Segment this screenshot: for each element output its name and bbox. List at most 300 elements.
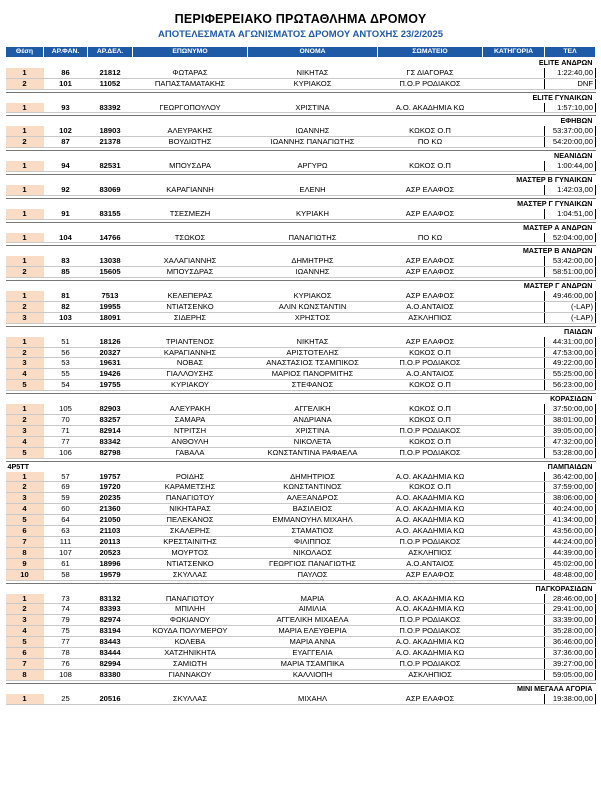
- license-cell: 20523: [88, 547, 133, 558]
- club-cell: Α.Ο. ΑΚΑΔΗΜΙΑ ΚΩ: [378, 493, 483, 504]
- club-cell: ΑΣΚΛΗΠΙΟΣ: [378, 669, 483, 680]
- place-cell: 2: [6, 415, 44, 426]
- column-header: ΑΡ.ΦΑΝ.: [44, 47, 88, 58]
- category-cell: [483, 404, 545, 414]
- column-header: ΑΡ.ΔΕΛ.: [88, 47, 133, 58]
- license-cell: 82531: [88, 161, 133, 171]
- time-cell: 55:25:00,00: [545, 369, 596, 380]
- license-cell: 18126: [88, 337, 133, 347]
- table-row: [6, 447, 596, 458]
- surname-cell: ΓΙΑΛΛΟΥΣΗΣ: [133, 369, 248, 380]
- bib-cell: 107: [44, 547, 88, 558]
- license-cell: 82798: [88, 447, 133, 458]
- category-cell: [483, 233, 545, 243]
- club-cell: Α.Ο.ΑΝΤΑΙΟΣ: [378, 558, 483, 569]
- category-row: [6, 151, 596, 161]
- category-row: [6, 683, 596, 693]
- license-cell: 83342: [88, 436, 133, 447]
- category-cell: [483, 347, 545, 358]
- table-row: [6, 312, 596, 323]
- time-cell: 37:50:00,00: [545, 404, 596, 414]
- club-cell: ΚΩΚΟΣ Ο.Π: [378, 404, 483, 414]
- category-cell: [483, 415, 545, 426]
- club-cell: ΑΣΚΛΗΠΙΟΣ: [378, 547, 483, 558]
- category-row: [6, 326, 596, 336]
- table-row: [6, 137, 596, 148]
- table-row: [6, 547, 596, 558]
- bib-cell: 81: [44, 291, 88, 301]
- category-cell: [483, 209, 545, 219]
- bib-cell: 91: [44, 209, 88, 219]
- firstname-cell: ΙΩΑΝΝΗΣ ΠΑΝΑΓΙΩΤΗΣ: [248, 137, 378, 148]
- category-cell: [483, 515, 545, 526]
- time-cell: 49:46:00,00: [545, 291, 596, 301]
- category-cell: [483, 436, 545, 447]
- license-cell: 20327: [88, 347, 133, 358]
- surname-cell: ΓΕΩΡΓΟΠΟΥΛΟΥ: [133, 103, 248, 113]
- bib-cell: 73: [44, 594, 88, 604]
- category-name: ΜΑΣΤΕΡ Α ΑΝΔΡΩΝ: [483, 222, 596, 232]
- license-cell: 83132: [88, 594, 133, 604]
- category-cell: [483, 526, 545, 537]
- license-cell: 21360: [88, 504, 133, 515]
- time-cell: 33:39:00,00: [545, 615, 596, 626]
- place-cell: 5: [6, 515, 44, 526]
- table-row: [6, 337, 596, 347]
- table-row: [6, 594, 596, 604]
- place-cell: 1: [6, 291, 44, 301]
- category-note: 4Ρ5ΤΤ: [6, 461, 44, 471]
- time-cell: DNF: [545, 78, 596, 89]
- surname-cell: ΚΟΛΕΒΑ: [133, 637, 248, 648]
- bib-cell: 102: [44, 126, 88, 136]
- bib-cell: 86: [44, 68, 88, 78]
- table-row: [6, 626, 596, 637]
- place-cell: 4: [6, 626, 44, 637]
- surname-cell: ΚΡΕΣΤΑΙΝΙΤΗΣ: [133, 536, 248, 547]
- license-cell: 21812: [88, 68, 133, 78]
- firstname-cell: ΧΡΗΣΤΟΣ: [248, 312, 378, 323]
- bib-cell: 77: [44, 637, 88, 648]
- bib-cell: 25: [44, 694, 88, 704]
- table-row: [6, 436, 596, 447]
- bib-cell: 56: [44, 347, 88, 358]
- license-cell: 20113: [88, 536, 133, 547]
- surname-cell: ΣΑΜΙΩΤΗ: [133, 658, 248, 669]
- firstname-cell: ΝΙΚΗΤΑΣ: [248, 337, 378, 347]
- table-header-row: [6, 47, 596, 58]
- license-cell: 20235: [88, 493, 133, 504]
- table-row: [6, 347, 596, 358]
- place-cell: 3: [6, 615, 44, 626]
- club-cell: ΑΣΡ ΕΛΑΦΟΣ: [378, 694, 483, 704]
- category-cell: [483, 482, 545, 493]
- place-cell: 2: [6, 347, 44, 358]
- place-cell: 4: [6, 504, 44, 515]
- category-cell: [483, 626, 545, 637]
- firstname-cell: ΠΑΝΑΓΙΩΤΗΣ: [248, 233, 378, 243]
- license-cell: 83194: [88, 626, 133, 637]
- category-row: [6, 57, 596, 67]
- category-name: ΜΑΣΤΕΡ Β ΑΝΔΡΩΝ: [483, 246, 596, 256]
- club-cell: Α.Ο. ΑΚΑΔΗΜΙΑ ΚΩ: [378, 526, 483, 537]
- category-cell: [483, 301, 545, 312]
- place-cell: 1: [6, 161, 44, 171]
- time-cell: 56:23:00,00: [545, 380, 596, 391]
- category-cell: [483, 185, 545, 195]
- place-cell: 2: [6, 604, 44, 615]
- firstname-cell: ΑΛΙΝ ΚΩΝΣΤΑΝΤΙΝ: [248, 301, 378, 312]
- surname-cell: ΚΑΡΑΓΙΑΝΝΗΣ: [133, 347, 248, 358]
- place-cell: 1: [6, 68, 44, 78]
- place-cell: 5: [6, 447, 44, 458]
- category-name: ΠΑΓΚΟΡΑΣΙΔΩΝ: [483, 583, 596, 593]
- table-row: [6, 291, 596, 301]
- category-row: [6, 198, 596, 208]
- surname-cell: ΑΝΘΟΥΛΗ: [133, 436, 248, 447]
- firstname-cell: ΔΗΜΗΤΡΗΣ: [248, 256, 378, 266]
- club-cell: ΚΩΚΟΣ Ο.Π: [378, 415, 483, 426]
- firstname-cell: ΜΑΡΙΑ ΑΝΝΑ: [248, 637, 378, 648]
- category-cell: [483, 604, 545, 615]
- time-cell: 35:28:00,00: [545, 626, 596, 637]
- surname-cell: ΚΟΥΔΑ ΠΟΛΥΜΕΡΟΥ: [133, 626, 248, 637]
- category-cell: [483, 694, 545, 704]
- table-row: [6, 404, 596, 414]
- club-cell: ΑΣΡ ΕΛΑΦΟΣ: [378, 337, 483, 347]
- license-cell: 13038: [88, 256, 133, 266]
- category-cell: [483, 425, 545, 436]
- category-row: [6, 246, 596, 256]
- surname-cell: ΓΙΑΝΝΑΚΟΥ: [133, 669, 248, 680]
- firstname-cell: ΚΥΡΙΑΚΟΣ: [248, 78, 378, 89]
- time-cell: 58:51:00,00: [545, 267, 596, 278]
- club-cell: ΚΩΚΟΣ Ο.Π: [378, 436, 483, 447]
- license-cell: 83069: [88, 185, 133, 195]
- surname-cell: ΜΠΙΛΗΗ: [133, 604, 248, 615]
- table-row: [6, 103, 596, 113]
- surname-cell: ΜΠΟΥΣΔΡΑΣ: [133, 267, 248, 278]
- surname-cell: ΠΕΛΕΚΑΝΟΣ: [133, 515, 248, 526]
- license-cell: 82914: [88, 425, 133, 436]
- table-row: [6, 78, 596, 89]
- club-cell: Π.Ο.Ρ ΡΟΔΙΑΚΟΣ: [378, 358, 483, 369]
- bib-cell: 111: [44, 536, 88, 547]
- table-row: [6, 504, 596, 515]
- time-cell: 36:42:00,00: [545, 472, 596, 482]
- table-row: [6, 536, 596, 547]
- license-cell: 11052: [88, 78, 133, 89]
- license-cell: 15605: [88, 267, 133, 278]
- club-cell: Π.Ο.Ρ ΡΟΔΙΑΚΟΣ: [378, 658, 483, 669]
- table-row: [6, 558, 596, 569]
- table-row: [6, 233, 596, 243]
- table-row: [6, 669, 596, 680]
- column-header: ΟΝΟΜΑ: [248, 47, 378, 58]
- category-cell: [483, 669, 545, 680]
- time-cell: 39:27:00,00: [545, 658, 596, 669]
- bib-cell: 69: [44, 482, 88, 493]
- category-name: ΠΑΙΔΩΝ: [483, 326, 596, 336]
- category-name: ΠΑΜΠΑΙΔΩΝ: [483, 461, 596, 471]
- table-row: [6, 637, 596, 648]
- firstname-cell: ΝΙΚΗΤΑΣ: [248, 68, 378, 78]
- time-cell: 1:57:10,00: [545, 103, 596, 113]
- table-row: [6, 161, 596, 171]
- surname-cell: ΝΟΒΑΣ: [133, 358, 248, 369]
- category-cell: [483, 161, 545, 171]
- time-cell: 38:01:00,00: [545, 415, 596, 426]
- bib-cell: 51: [44, 337, 88, 347]
- bib-cell: 106: [44, 447, 88, 458]
- license-cell: 18091: [88, 312, 133, 323]
- surname-cell: ΣΑΜΑΡΑ: [133, 415, 248, 426]
- club-cell: Α.Ο. ΑΚΑΔΗΜΙΑ ΚΩ: [378, 594, 483, 604]
- surname-cell: ΝΤΙΑΤΣΕΝΚΟ: [133, 558, 248, 569]
- club-cell: ΠΟ ΚΩ: [378, 137, 483, 148]
- place-cell: 5: [6, 637, 44, 648]
- column-header: ΣΩΜΑΤΕΙΟ: [378, 47, 483, 58]
- bib-cell: 82: [44, 301, 88, 312]
- category-name: ΕΦΗΒΩΝ: [483, 116, 596, 126]
- category-cell: [483, 569, 545, 580]
- firstname-cell: ΕΛΕΝΗ: [248, 185, 378, 195]
- place-cell: 5: [6, 380, 44, 391]
- surname-cell: ΜΠΟΥΣΔΡΑ: [133, 161, 248, 171]
- surname-cell: ΠΑΠΑΣΤΑΜΑΤΑΚΗΣ: [133, 78, 248, 89]
- firstname-cell: ΝΙΚΟΛΕΤΑ: [248, 436, 378, 447]
- time-cell: (-LAP): [545, 312, 596, 323]
- firstname-cell: ΚΥΡΙΑΚΟΣ: [248, 291, 378, 301]
- place-cell: 3: [6, 425, 44, 436]
- table-row: [6, 604, 596, 615]
- place-cell: 2: [6, 267, 44, 278]
- time-cell: 41:34:00,00: [545, 515, 596, 526]
- table-row: [6, 493, 596, 504]
- surname-cell: ΠΑΝΑΓΙΩΤΟΥ: [133, 493, 248, 504]
- firstname-cell: ΝΙΚΟΛΑΟΣ: [248, 547, 378, 558]
- bib-cell: 58: [44, 569, 88, 580]
- surname-cell: ΦΩΤΑΡΑΣ: [133, 68, 248, 78]
- license-cell: 18996: [88, 558, 133, 569]
- place-cell: 4: [6, 369, 44, 380]
- category-name: ΜΑΣΤΕΡ Β ΓΥΝΑΙΚΩΝ: [483, 174, 596, 184]
- club-cell: Π.Ο.Ρ ΡΟΔΙΑΚΟΣ: [378, 536, 483, 547]
- place-cell: 8: [6, 669, 44, 680]
- category-cell: [483, 126, 545, 136]
- category-cell: [483, 267, 545, 278]
- firstname-cell: ΓΕΩΡΓΙΟΣ ΠΑΝΑΓΙΩΤΗΣ: [248, 558, 378, 569]
- surname-cell: ΤΣΩΚΟΣ: [133, 233, 248, 243]
- club-cell: ΚΩΚΟΣ Ο.Π: [378, 126, 483, 136]
- surname-cell: ΑΛΕΥΡΑΚΗ: [133, 404, 248, 414]
- table-row: [6, 380, 596, 391]
- bib-cell: 64: [44, 515, 88, 526]
- club-cell: ΑΣΡ ΕΛΑΦΟΣ: [378, 185, 483, 195]
- place-cell: 1: [6, 209, 44, 219]
- category-row: [6, 461, 596, 471]
- time-cell: 54:20:00,00: [545, 137, 596, 148]
- surname-cell: ΣΚΑΛΕΡΗΣ: [133, 526, 248, 537]
- table-row: [6, 185, 596, 195]
- club-cell: Α.Ο. ΑΚΑΔΗΜΙΑ ΚΩ: [378, 103, 483, 113]
- bib-cell: 60: [44, 504, 88, 515]
- place-cell: 1: [6, 337, 44, 347]
- club-cell: Α.Ο.ΑΝΤΑΙΟΣ: [378, 301, 483, 312]
- place-cell: 7: [6, 658, 44, 669]
- table-row: [6, 482, 596, 493]
- firstname-cell: ΕΥΑΓΓΕΛΙΑ: [248, 648, 378, 659]
- license-cell: 83444: [88, 648, 133, 659]
- time-cell: 48:48:00,00: [545, 569, 596, 580]
- time-cell: 47:32:00,00: [545, 436, 596, 447]
- category-cell: [483, 493, 545, 504]
- time-cell: 29:41:00,00: [545, 604, 596, 615]
- category-row: [6, 222, 596, 232]
- bib-cell: 105: [44, 404, 88, 414]
- firstname-cell: ΚΩΝΣΤΑΝΤΙΝΟΣ: [248, 482, 378, 493]
- club-cell: ΠΟ ΚΩ: [378, 233, 483, 243]
- club-cell: Π.Ο.Ρ ΡΟΔΙΑΚΟΣ: [378, 425, 483, 436]
- category-name: ΚΟΡΑΣΙΔΩΝ: [483, 394, 596, 404]
- time-cell: 28:46:00,00: [545, 594, 596, 604]
- group-spacer: [6, 704, 596, 707]
- category-cell: [483, 369, 545, 380]
- surname-cell: ΧΑΤΖΗΝΙΚΗΤΑ: [133, 648, 248, 659]
- club-cell: ΑΣΡ ΕΛΑΦΟΣ: [378, 209, 483, 219]
- club-cell: ΑΣΡ ΕΛΑΦΟΣ: [378, 256, 483, 266]
- table-row: [6, 126, 596, 136]
- bib-cell: 94: [44, 161, 88, 171]
- bib-cell: 79: [44, 615, 88, 626]
- bib-cell: 61: [44, 558, 88, 569]
- category-cell: [483, 103, 545, 113]
- surname-cell: ΝΤΙΑΤΣΕΝΚΟ: [133, 301, 248, 312]
- club-cell: Α.Ο. ΑΚΑΔΗΜΙΑ ΚΩ: [378, 472, 483, 482]
- firstname-cell: ΑΛΕΞΑΝΔΡΟΣ: [248, 493, 378, 504]
- category-cell: [483, 380, 545, 391]
- firstname-cell: ΜΑΡΙΑ ΤΣΑΜΠΙΚΑ: [248, 658, 378, 669]
- club-cell: ΑΣΡ ΕΛΑΦΟΣ: [378, 569, 483, 580]
- license-cell: 7513: [88, 291, 133, 301]
- club-cell: Α.Ο. ΑΚΑΔΗΜΙΑ ΚΩ: [378, 515, 483, 526]
- surname-cell: ΚΕΛΕΠΕΡΑΣ: [133, 291, 248, 301]
- time-cell: 1:42:03,00: [545, 185, 596, 195]
- club-cell: ΚΩΚΟΣ Ο.Π: [378, 380, 483, 391]
- place-cell: 1: [6, 185, 44, 195]
- firstname-cell: ΚΥΡΙΑΚΗ: [248, 209, 378, 219]
- club-cell: ΑΣΚΛΗΠΙΟΣ: [378, 312, 483, 323]
- place-cell: 3: [6, 312, 44, 323]
- bib-cell: 63: [44, 526, 88, 537]
- category-cell: [483, 68, 545, 78]
- time-cell: 39:05:00,00: [545, 425, 596, 436]
- category-cell: [483, 594, 545, 604]
- bib-cell: 71: [44, 425, 88, 436]
- category-name: ΜΙΝΙ ΜΕΓΑΛΑ ΑΓΟΡΙΑ: [483, 683, 596, 693]
- category-cell: [483, 536, 545, 547]
- surname-cell: ΤΣΕΣΜΕΖΗ: [133, 209, 248, 219]
- table-row: [6, 358, 596, 369]
- time-cell: 52:04:00,00: [545, 233, 596, 243]
- surname-cell: ΓΑΒΑΛΑ: [133, 447, 248, 458]
- table-row: [6, 648, 596, 659]
- bib-cell: 74: [44, 604, 88, 615]
- license-cell: 21103: [88, 526, 133, 537]
- firstname-cell: ΑΝΔΡΙΑΝΑ: [248, 415, 378, 426]
- club-cell: Α.Ο. ΑΚΑΔΗΜΙΑ ΚΩ: [378, 504, 483, 515]
- time-cell: 38:06:00,00: [545, 493, 596, 504]
- surname-cell: ΚΥΡΙΑΚΟΥ: [133, 380, 248, 391]
- bib-cell: 92: [44, 185, 88, 195]
- place-cell: 6: [6, 526, 44, 537]
- category-cell: [483, 447, 545, 458]
- club-cell: Π.Ο.Ρ ΡΟΔΙΑΚΟΣ: [378, 447, 483, 458]
- bib-cell: 101: [44, 78, 88, 89]
- category-cell: [483, 637, 545, 648]
- surname-cell: ΤΡΙΑΝΤΕΝΟΣ: [133, 337, 248, 347]
- category-name: ΜΑΣΤΕΡ Γ ΓΥΝΑΙΚΩΝ: [483, 198, 596, 208]
- category-name: ΜΑΣΤΕΡ Γ ΑΝΔΡΩΝ: [483, 281, 596, 291]
- time-cell: 53:28:00,00: [545, 447, 596, 458]
- surname-cell: ΣΚΥΛΛΑΣ: [133, 569, 248, 580]
- place-cell: 1: [6, 594, 44, 604]
- category-row: [6, 281, 596, 291]
- bib-cell: 53: [44, 358, 88, 369]
- place-cell: 1: [6, 404, 44, 414]
- time-cell: 19:38:00,00: [545, 694, 596, 704]
- time-cell: 1:04:51,00: [545, 209, 596, 219]
- time-cell: 53:37:00,00: [545, 126, 596, 136]
- category-cell: [483, 547, 545, 558]
- category-cell: [483, 312, 545, 323]
- surname-cell: ΚΑΡΑΓΙΑΝΝΗ: [133, 185, 248, 195]
- column-header: ΚΑΤΗΓΟΡΙΑ: [483, 47, 545, 58]
- surname-cell: ΣΚΥΛΛΑΣ: [133, 694, 248, 704]
- category-cell: [483, 472, 545, 482]
- table-row: [6, 256, 596, 266]
- place-cell: 2: [6, 137, 44, 148]
- table-row: [6, 615, 596, 626]
- category-row: [6, 116, 596, 126]
- firstname-cell: ΑΝΑΣΤΑΣΙΟΣ ΤΣΑΜΠΙΚΟΣ: [248, 358, 378, 369]
- table-row: [6, 301, 596, 312]
- license-cell: 18903: [88, 126, 133, 136]
- bib-cell: 87: [44, 137, 88, 148]
- category-cell: [483, 558, 545, 569]
- club-cell: ΚΩΚΟΣ Ο.Π: [378, 161, 483, 171]
- place-cell: 2: [6, 482, 44, 493]
- firstname-cell: ΧΡΙΣΤΙΝΑ: [248, 425, 378, 436]
- column-header: ΤΕΛ: [545, 47, 596, 58]
- place-cell: 7: [6, 536, 44, 547]
- table-row: [6, 68, 596, 78]
- surname-cell: ΚΑΡΑΜΕΤΣΗΣ: [133, 482, 248, 493]
- bib-cell: 83: [44, 256, 88, 266]
- bib-cell: 76: [44, 658, 88, 669]
- club-cell: ΓΣ ΔΙΑΓΟΡΑΣ: [378, 68, 483, 78]
- results-body: [6, 57, 596, 706]
- license-cell: 19755: [88, 380, 133, 391]
- club-cell: ΚΩΚΟΣ Ο.Π: [378, 482, 483, 493]
- bib-cell: 104: [44, 233, 88, 243]
- bib-cell: 54: [44, 380, 88, 391]
- time-cell: 44:39:00,00: [545, 547, 596, 558]
- time-cell: 45:02:00,00: [545, 558, 596, 569]
- time-cell: 49:22:00,00: [545, 358, 596, 369]
- table-row: [6, 415, 596, 426]
- category-row: [6, 92, 596, 102]
